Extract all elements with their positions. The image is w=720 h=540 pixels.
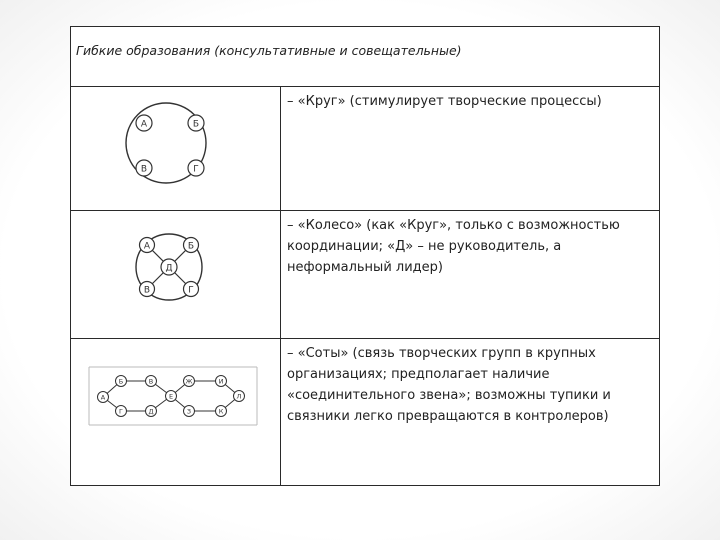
wheel-diagram [71,211,279,337]
table-row-wheel [71,211,659,339]
node-e [166,391,177,402]
circle-description: – «Круг» (стимулирует творческие процессы) [287,94,602,109]
node-a [140,238,155,253]
node-v [136,160,152,176]
wheel-diagram-cell [71,211,281,338]
table-row-circle [71,87,659,211]
svg-text:Ж: Ж [185,377,193,386]
svg-text:Д: Д [148,407,154,416]
table-row-honeycomb [71,339,659,485]
node-g [116,406,127,417]
svg-text:Б: Б [187,241,195,252]
circle-diagram [71,87,279,209]
wheel-description: – «Колесо» (как «Круг», только с возможностью координации; «Д» – не руководитель, а неформальный лидер) [287,218,620,275]
node-i [216,376,227,387]
svg-text:А: А [100,393,106,402]
node-d-center [161,259,177,275]
svg-text:В: В [143,285,151,296]
node-zh [184,376,195,387]
node-a [98,392,109,403]
svg-text:Л: Л [236,392,242,401]
node-l [234,391,245,402]
table-header-title: Гибкие образования (консультативные и совещательные) [76,43,462,58]
node-b [116,376,127,387]
honeycomb-description-cell [282,339,659,485]
svg-text:З: З [186,407,192,416]
node-g [188,160,204,176]
svg-text:И: И [218,377,224,386]
table-header-row [71,27,659,87]
honeycomb-diagram [71,339,279,483]
svg-text:Г: Г [119,407,123,416]
node-m [236,412,242,420]
node-b [188,115,204,131]
svg-text:В: В [148,377,154,386]
honeycomb-description: – «Соты» (связь творческих групп в крупных организациях; предполагает наличие «соединительного звена»; возможны тупики и связники легко превращаются в контролеров) [287,346,611,424]
svg-text:Е: Е [168,392,174,401]
circle-diagram-cell [71,87,281,210]
node-a [136,115,152,131]
node-d [146,406,157,417]
svg-text:Б: Б [118,377,124,386]
svg-text:В: В [140,164,148,175]
svg-text:Г: Г [193,164,199,175]
node-g [184,282,199,297]
structures-table [70,26,660,486]
svg-text:А: А [140,119,148,130]
wheel-description-cell [282,211,659,338]
node-k [216,406,227,417]
node-v [146,376,157,387]
svg-text:А: А [143,241,151,252]
svg-text:К: К [218,407,224,416]
node-v [140,282,155,297]
honeycomb-diagram-cell [71,339,281,485]
node-z [184,406,195,417]
svg-text:Б: Б [192,119,200,130]
circle-description-cell [282,87,659,210]
svg-text:Г: Г [188,285,194,296]
svg-text:Д: Д [165,263,173,274]
node-b [184,238,199,253]
